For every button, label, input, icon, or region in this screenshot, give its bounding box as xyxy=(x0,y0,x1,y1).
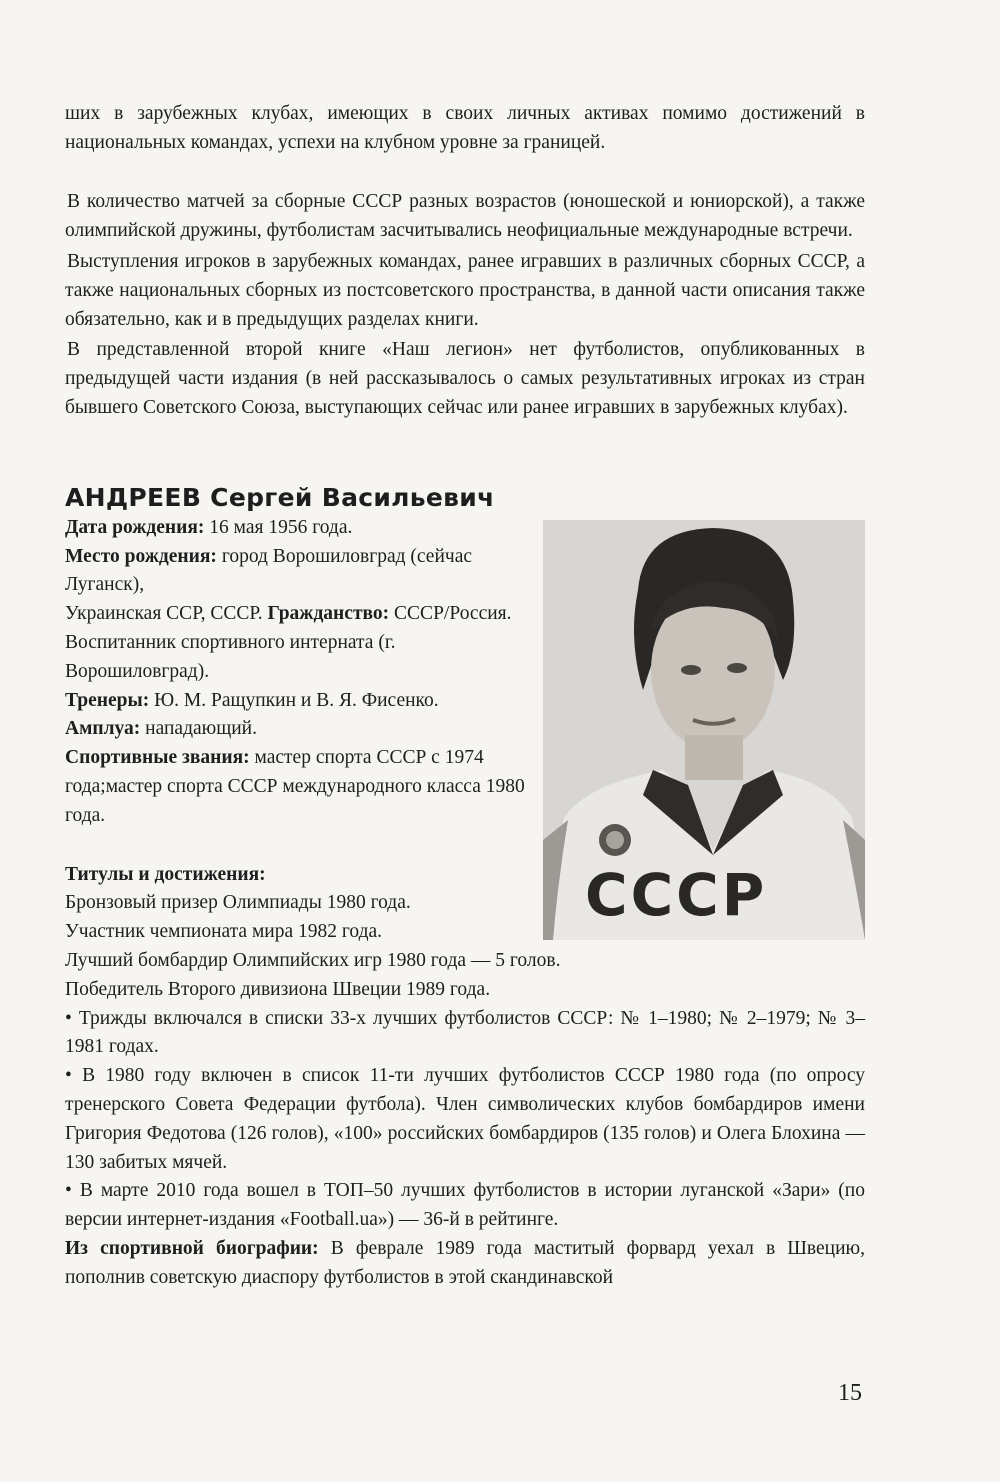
achievement-item: Участник чемпионата мира 1982 года. xyxy=(65,921,383,943)
intro-paragraph xyxy=(65,160,865,246)
sport-titles xyxy=(65,744,535,830)
achievement-bullet: • В марте 2010 года вошел в ТОП–50 лучших футболистов в истории луганской «Зари» (по версии интернет-издания «Football.ua») — 36-й в рейтинге. xyxy=(65,1180,865,1231)
role-value: нападающий. xyxy=(140,718,257,740)
page-number: 15 xyxy=(838,1380,862,1406)
shirt-lettering: СССР xyxy=(585,861,768,929)
sport-titles-value: мастер спорта СССР с 1974 года;мастер спорта СССР международного класса 1980 года. xyxy=(65,747,525,826)
achievements-list xyxy=(65,889,865,1292)
pupil: Воспитанник спортивного интерната (г. Ворошиловград). xyxy=(65,631,396,682)
intro-paragraph: В представленной второй книге «Наш легион» нет футболистов, опубликованных в предыдущей части издания (в ней рассказывалось о самых результативных игроках из стран бывшего Советского Союза, выступающих сейчас или ранее игравших в зарубежных клубах). xyxy=(65,339,865,418)
bio-facts xyxy=(65,514,535,890)
role xyxy=(65,715,535,744)
birth-place-label: Место рождения: xyxy=(65,545,217,567)
intro-paragraph-text: В количество матчей за сборные СССР разных возрастов (юношеской и юниорской), а также олимпийской дружины, футболистам засчитывались неофициальные международные встречи. xyxy=(65,191,865,242)
sport-biography-label: Из спортивной биографии: xyxy=(65,1237,319,1259)
page-content xyxy=(65,100,865,1292)
achievement-item: Бронзовый призер Олимпиады 1980 года. xyxy=(65,892,411,914)
sport-titles-label: Спортивные звания: xyxy=(65,747,250,769)
republic-value: Украинская ССР, СССР. xyxy=(65,603,268,625)
birth-date xyxy=(65,514,535,543)
sport-biography xyxy=(65,1235,865,1293)
player-photo-illustration xyxy=(543,520,865,940)
role-label: Амплуа: xyxy=(65,718,141,740)
achievement-bullet: • В 1980 году включен в список 11-ти лучших футболистов СССР 1980 года (по опросу тренерского Совета Федерации футбола). Член символических клубов бомбардиров имени Григория Федотова (126 голов), «100» российских бомбардиров (135 голов) и Олега Блохина — 130 забитых мячей. xyxy=(65,1065,865,1173)
intro-paragraph: Выступления игроков в зарубежных командах, ранее игравших в различных сборных СССР, а также национальных сборных из постсоветского пространства, в данной части описания также обязательно, как и в предыдущих разделах книги. xyxy=(65,250,865,330)
birth-date-value: 16 мая 1956 года. xyxy=(204,516,353,538)
player-photo xyxy=(543,520,865,940)
coaches-label: Тренеры: xyxy=(65,689,150,711)
birth-date-label: Дата рождения: xyxy=(65,516,205,538)
achievements-heading: Титулы и достижения: xyxy=(65,863,266,885)
birth-place-value: город Ворошиловград (сейчас Луганск), xyxy=(65,545,472,596)
intro-paragraph: ших в зарубежных клубах, имеющих в своих личных активах помимо достижений в национальных командах, успехи на клубном уровне за границей. xyxy=(65,103,865,153)
citizenship-label: Гражданство: xyxy=(267,603,390,625)
bio-title: АНДРЕЕВ Сергей Васильевич xyxy=(65,482,495,512)
birth-place xyxy=(65,543,535,601)
achievement-item: Лучший бомбардир Олимпийских игр 1980 года — 5 голов. xyxy=(65,949,561,971)
achievement-bullet: • Трижды включался в списки 33-х лучших футболистов СССР: № 1–1980; № 2–1979; № 3–1981 годах. xyxy=(65,1007,865,1058)
citizenship-value: СССР/Россия. xyxy=(389,603,512,625)
intro-text xyxy=(65,100,865,423)
citizenship xyxy=(65,600,535,629)
achievement-item: Победитель Второго дивизиона Швеции 1989 года. xyxy=(65,978,491,1000)
sport-biography-text: В феврале 1989 года маститый форвард уехал в Швецию, пополнив советскую диаспору футболистов в этой скандинавской xyxy=(65,1237,865,1288)
coaches-value: Ю. М. Ращупкин и В. Я. Фисенко. xyxy=(149,689,439,711)
coaches xyxy=(65,687,535,716)
